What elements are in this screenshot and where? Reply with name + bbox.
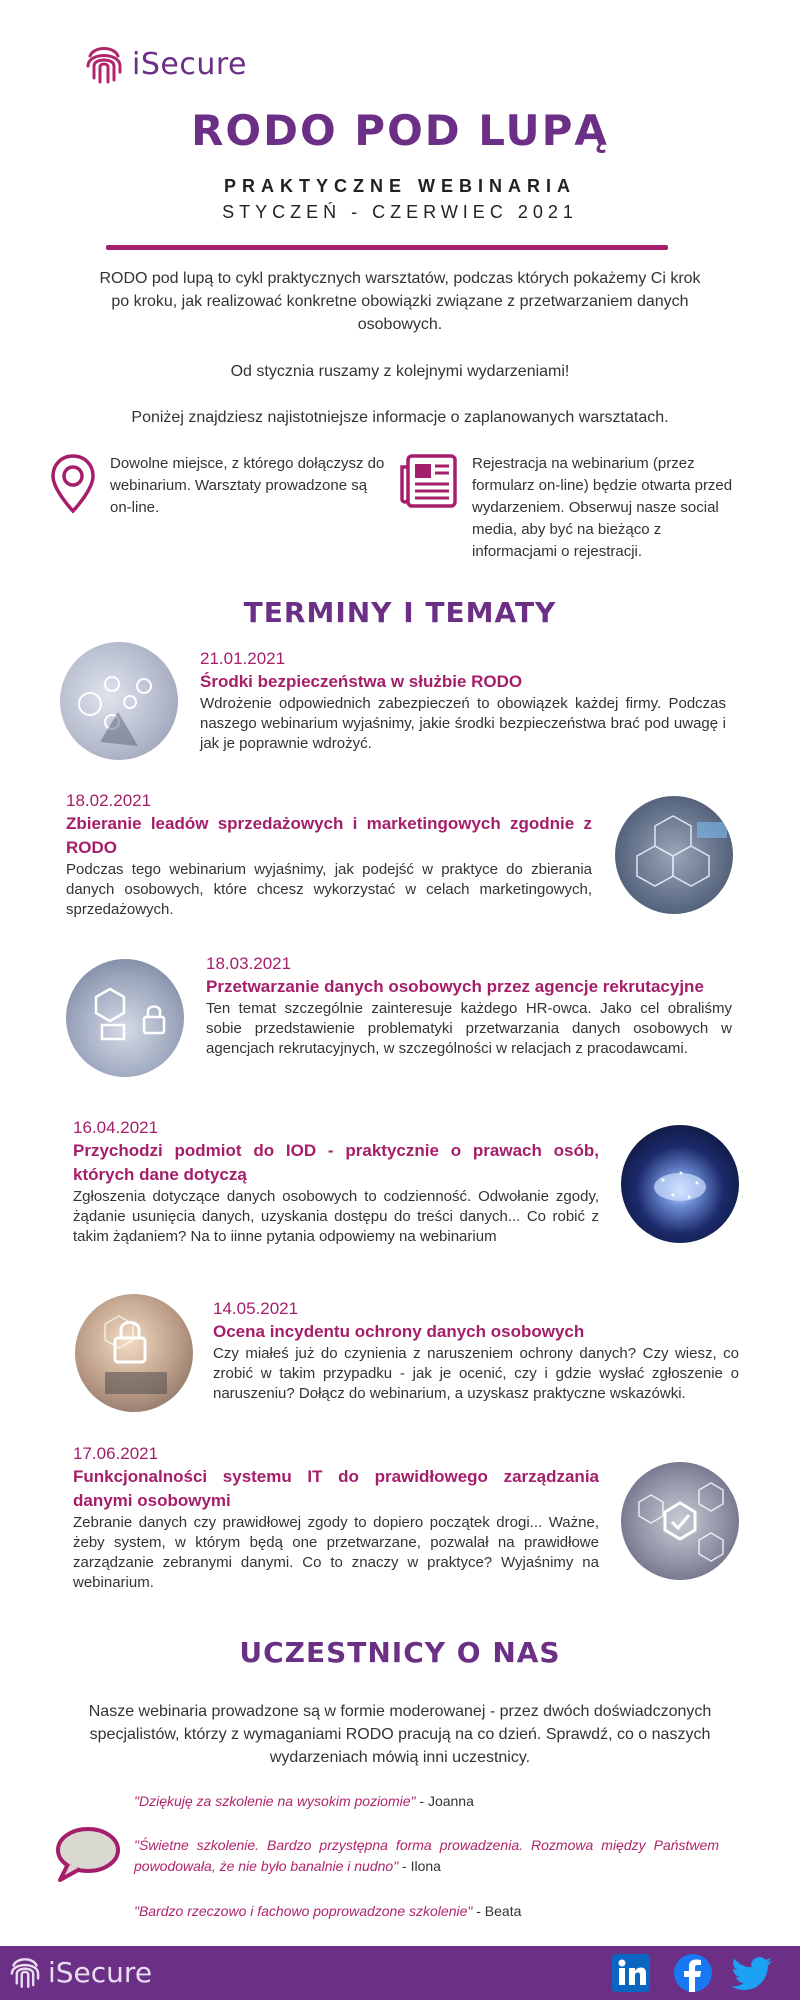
event-title: Przychodzi podmiot do IOD - praktycznie o prawach osób, których dane dotyczą [73,1141,599,1184]
event-6 [73,1443,599,1593]
event-4 [73,1117,599,1247]
event-title: Przetwarzanie danych osobowych przez agencje rekrutacyjne [206,977,704,996]
event-date: 14.05.2021 [213,1299,299,1318]
event-1-image [60,642,178,760]
quote-author: - Joanna [415,1793,474,1809]
intro-paragraph-1: RODO pod lupą to cykl praktycznych warsztatów, podczas których pokażemy Ci krok po kroku, jak realizować konkretne obowiązki związane z przetwarzaniem danych osobowych. [99,270,701,333]
page-title: RODO POD LUPĄ [191,106,609,155]
brand-name: iSecure [132,46,247,82]
event-3-image [66,959,184,1077]
info-location [50,453,390,519]
footer-logo [8,1954,152,1990]
event-date: 17.06.2021 [73,1444,159,1463]
fingerprint-icon [8,1954,42,1990]
fingerprint-icon [84,42,124,86]
quote-author: - Beata [472,1903,522,1919]
event-4-image [621,1125,739,1243]
event-date: 21.01.2021 [200,649,286,668]
newspaper-icon [398,453,458,509]
quote-author: - Ilona [398,1858,441,1874]
event-5-image [75,1294,193,1412]
event-description: Wdrożenie odpowiednich zabezpieczeń to obowiązek każdej firmy. Podczas naszego webinarium wyjaśnimy, jakie środki bezpieczeństwa brać pod uwagę i jak je poprawnie wdrożyć. [200,695,726,752]
event-description: Zebranie danych czy prawidłowej zgody to dopiero początek drogi... Ważne, żeby system, w którym będą one przetwarzane, pozwalał na prawidłowe zarządzanie zebranymi danymi. Co to znaczy w praktyce? Wyjaśnimy na webinarium. [73,1514,599,1591]
info-registration-text: Rejestracja na webinarium (przez formularz on-line) będzie otwarta przed wydarzeniem. Obserwuj nasze social media, aby być na bieżąco z informacjami o rejestracji. [472,455,733,560]
facebook-icon[interactable] [674,1954,712,1992]
date-range: STYCZEŃ - CZERWIEC 2021 [222,202,578,222]
divider [106,245,668,250]
event-1 [200,648,726,754]
intro-paragraph-3: Poniżej znajdziesz najistotniejsze informacje o zaplanowanych warsztatach. [131,409,669,426]
speech-bubble-icon [52,1824,122,1886]
event-2-image [615,796,733,914]
quote-text: "Świetne szkolenie. Bardzo przystępna forma prowadzenia. Rozmowa między Państwem powodowała, że nie było banalnie i nudno" [134,1837,719,1874]
footer [0,1946,800,2000]
page-subtitle: PRAKTYCZNE WEBINARIA [224,176,576,196]
testimonial-quote-3 [134,1901,719,1922]
event-3 [206,953,732,1059]
quote-text: "Dziękuję za szkolenie na wysokim poziomie" [134,1793,416,1809]
testimonial-quote-1 [134,1791,719,1812]
event-title: Funkcjonalności systemu IT do prawidłowego zarządzania danymi osobowymi [73,1467,599,1510]
quote-text: "Bardzo rzeczowo i fachowo poprowadzone szkolenie" [134,1903,473,1919]
testimonial-quote-2 [134,1835,719,1877]
intro-paragraph-2: Od stycznia ruszamy z kolejnymi wydarzeniami! [230,363,570,380]
info-registration [398,453,738,563]
event-description: Zgłoszenia dotyczące danych osobowych to codzienność. Odwołanie zgody, żądanie usunięcia danych, uzyskania dostępu do treści danych... Co robić z takim żądaniem? Na to iinne pytania odpowiemy na webinarium [73,1188,599,1245]
brand-logo [84,42,247,86]
linkedin-icon[interactable] [612,1954,650,1992]
footer-brand-name: iSecure [48,1955,153,1989]
event-title: Środki bezpieczeństwa w służbie RODO [200,672,523,691]
testimonials-title: UCZESTNICY O NAS [239,1636,561,1669]
event-description: Podczas tego webinarium wyjaśnimy, jak podejść w praktyce do zbierania danych osobowych, które chcesz wykorzystać w celach marketingowych, sprzedażowych. [66,861,592,918]
event-title: Zbieranie leadów sprzedażowych i marketingowych zgodnie z RODO [66,814,592,857]
event-6-image [621,1462,739,1580]
event-date: 18.03.2021 [206,954,292,973]
schedule-title: TERMINY I TEMATY [243,596,557,629]
event-description: Czy miałeś już do czynienia z naruszeniem ochrony danych? Czy wiesz, co zrobić w takim przypadku - jak je ocenić, czy i gdzie wysłać zgłoszenie o naruszeniu? Dołącz do webinarium, a uzyskasz praktyczne wskazówki. [213,1345,739,1402]
info-location-text: Dowolne miejsce, z którego dołączysz do webinarium. Warsztaty prowadzone są on-line. [110,455,385,516]
testimonials-intro: Nasze webinaria prowadzone są w formie moderowanej - przez dwóch doświadczonych specjalistów, którzy z wymaganiami RODO pracują na co dzień. Sprawdź, co o naszych wydarzeniach mówią inni uczestnicy. [88,1703,712,1766]
event-2 [66,790,592,920]
event-date: 18.02.2021 [66,791,152,810]
event-description: Ten temat szczególnie zainteresuje każdego HR-owca. Jako cel obraliśmy sobie przedstawienie problematyki przetwarzania danych osobowych w agencjach rekrutacyjnych, w szczególności w relacjach z pracodawcami. [206,1000,732,1057]
location-pin-icon [50,453,96,515]
event-date: 16.04.2021 [73,1118,159,1137]
event-5 [213,1298,739,1404]
event-title: Ocena incydentu ochrony danych osobowych [213,1322,585,1341]
twitter-icon[interactable] [732,1954,774,1992]
